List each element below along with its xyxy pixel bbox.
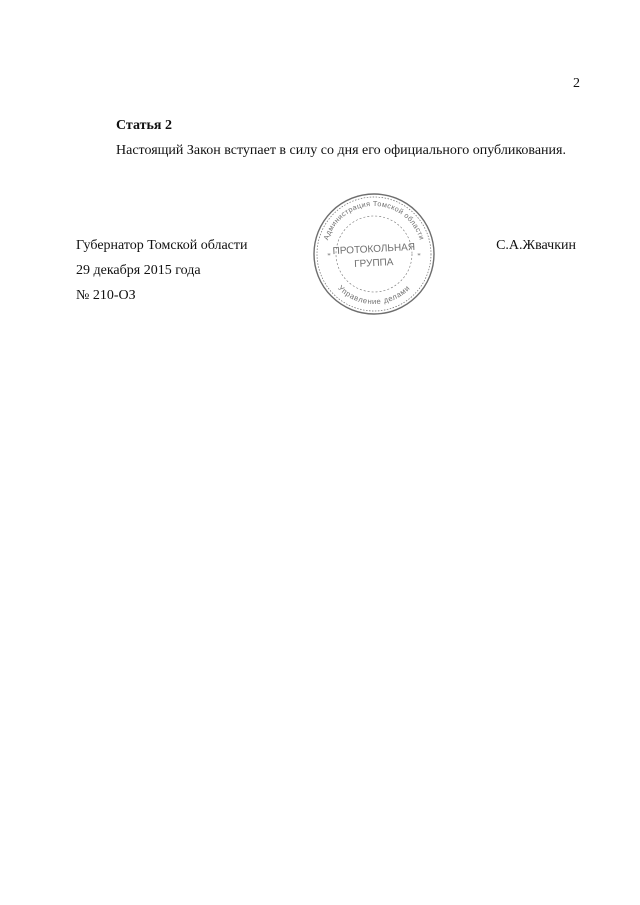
- stamp-star-left: *: [327, 252, 331, 260]
- stamp-star-right: *: [417, 252, 421, 260]
- official-stamp: [312, 192, 436, 316]
- signatory-title: Губернатор Томской области: [76, 238, 248, 253]
- law-number: № 210-ОЗ: [76, 288, 136, 303]
- page-number: 2: [573, 76, 580, 91]
- stamp-center-line-1: ПРОТОКОЛЬНАЯ: [332, 241, 416, 258]
- stamp-outer-text-top: Администрация Томской области: [321, 198, 427, 242]
- stamp-outer-text-bottom: Управление делами: [336, 283, 412, 307]
- signing-date: 29 декабря 2015 года: [76, 263, 201, 278]
- article-heading: Статья 2: [116, 118, 172, 133]
- stamp-center-line-2: ГРУППА: [353, 256, 394, 271]
- signer-name: С.А.Жвачкин: [496, 238, 576, 253]
- article-body: Настоящий Закон вступает в силу со дня его официального опубликования.: [116, 143, 566, 158]
